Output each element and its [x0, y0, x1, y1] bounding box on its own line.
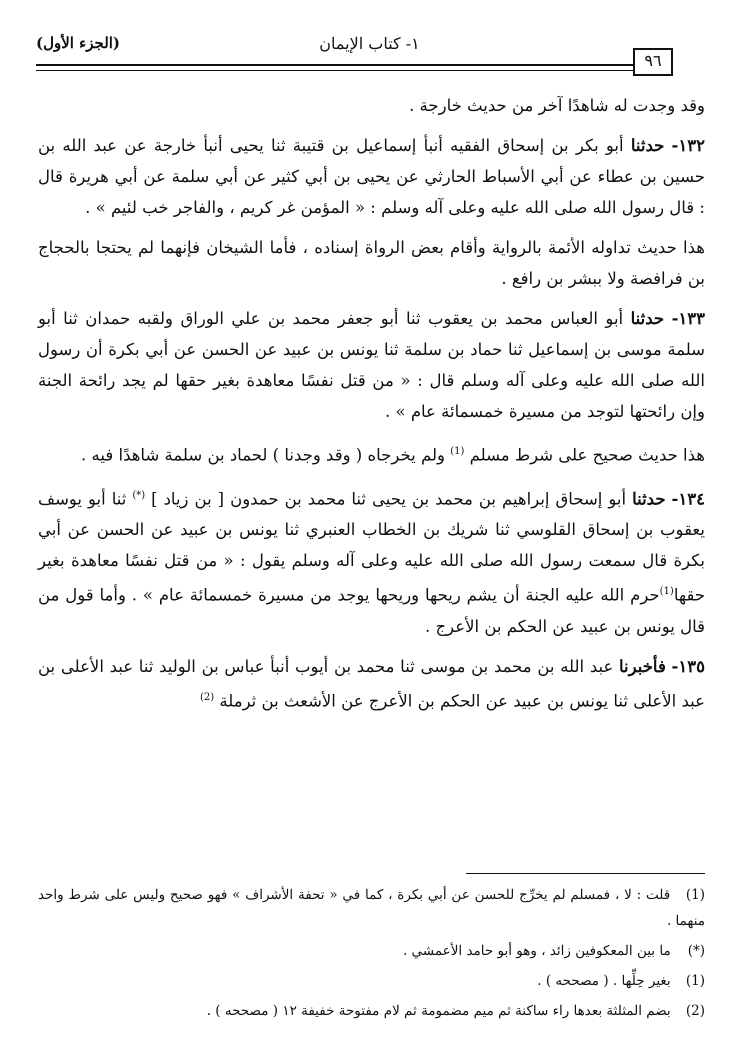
footnote	[38, 968, 705, 994]
hadith-133	[38, 303, 705, 427]
footnote-mark: (2)	[685, 1003, 705, 1019]
footnote-text: بغير حِلِّها . ( مصححه ) .	[537, 973, 671, 989]
hadith-number: ١٣٤-	[671, 489, 705, 508]
footnote-text: قلت : لا ، فمسلم لم يخرِّج للحسن عن أبي بكرة ، كما في « تحفة الأشراف » فهو صحيح وليس على شرط واحد منهما .	[38, 887, 705, 929]
hadith-number: ١٣٥-	[671, 656, 705, 676]
footnote-mark: (*)	[687, 943, 705, 959]
footnote-text: بضم المثلثة بعدها راء ساكنة ثم ميم مضمومة ثم لام مفتوحة خفيفة ١٢ ( مصححه ) .	[206, 1003, 671, 1019]
footnote-mark: (1)	[685, 887, 706, 903]
hadith-text: ثنا أبو يوسف يعقوب بن إسحاق القلوسي ثنا شريك بن الخطاب العنبري ثنا يونس بن عبيد عن الحسن عن أبي بكرة قال سمعت رسول الله صلى الله عليه وعلى آله وسلم يقول : « من قتل نفسًا معاهدة بغير حقها	[38, 489, 705, 605]
hadith-lead: حدثنا	[630, 136, 665, 155]
hadith-lead: فأخبرنا	[619, 656, 666, 676]
hadith-number: ١٣٣-	[671, 309, 706, 328]
hadith-lead: حدثنا	[632, 489, 666, 508]
footnote-ref: (*)	[132, 489, 146, 501]
footnote	[38, 938, 705, 964]
footnote	[38, 882, 705, 934]
footnote	[38, 998, 705, 1024]
hadith-lead: حدثنا	[630, 309, 665, 328]
page-number: ٩٦	[633, 48, 673, 76]
footnote-rule	[466, 873, 705, 874]
footnote-ref: (1)	[450, 446, 465, 457]
commentary-133	[38, 436, 705, 471]
header-rule	[36, 64, 635, 66]
hadith-number: ١٣٢-	[671, 136, 705, 155]
hadith-text: عبد الله بن محمد بن موسى ثنا محمد بن أيوب أنبأ عباس بن الوليد ثنا عبد الأعلى بن عبد الأعلى ثنا يونس بن عبيد عن الحكم بن الأعرج عن الأشعث بن ثرملة	[38, 656, 705, 710]
header-rule-thin	[36, 70, 635, 71]
hadith-text: أبو بكر بن إسحاق الفقيه أنبأ إسماعيل بن قتيبة ثنا يحيى أنبأ خارجة عن عبد الله بن حسين بن عطاء عن أبي الأسباط الحارثي عن يحيى بن أبي كثير عن أبي سلمة عن أبي هريرة قال : قال رسول الله صلى الله عليه وعلى آله وسلم : « المؤمن غر كريم ، والفاجر خب لئيم » .	[38, 136, 705, 217]
hadith-134	[38, 480, 705, 642]
footnote-text: ما بين المعكوفين زائد ، وهو أبو حامد الأعمشي .	[402, 943, 671, 959]
footnote-ref: (2)	[199, 691, 215, 703]
hadith-text: حرم الله عليه الجنة أن يشم ريحها وريحها يوجد من مسيرة خمسمائة عام » . وأما قول من قال يونس بن عبيد عن الحكم بن الأعرج .	[38, 585, 705, 636]
hadith-135	[38, 651, 705, 717]
footnote-mark: (1)	[685, 973, 705, 989]
commentary-text: هذا حديث صحيح على شرط مسلم	[469, 445, 705, 465]
running-header	[36, 34, 703, 64]
commentary-132: هذا حديث تداوله الأئمة بالرواية وأقام بعض الرواة إسناده ، فأما الشيخان فإنهما لم يحتجا بالحجاج بن فرافصة ولا ببشر بن رافع .	[38, 238, 705, 288]
hadith-text: أبو إسحاق إبراهيم بن محمد بن يحيى ثنا محمد بن حمدون [ بن زياد ]	[151, 489, 627, 508]
volume-label: (الجزء الأول)	[36, 34, 121, 52]
paragraph: وقد وجدت له شاهدًا آخر من حديث خارجة .	[409, 96, 705, 115]
commentary-text: ولم يخرجاه ( وقد وجدنا ) لحماد بن سلمة شاهدًا فيه .	[81, 445, 445, 465]
footnotes	[38, 882, 705, 1028]
main-text	[38, 90, 705, 725]
footnote-ref: (1)	[659, 586, 674, 597]
hadith-text: أبو العباس محمد بن يعقوب ثنا أبو جعفر محمد بن علي الوراق ولقبه حمدان ثنا أبو سلمة موسى بن إسماعيل ثنا حماد بن سلمة ثنا يونس بن عبيد عن الحسن عن أبي بكرة أن رسول الله صلى الله عليه وعلى آله وسلم قال : « من قتل نفسًا معاهدة بغير حقها لم يجد رائحة الجنة وإن رائحتها لتوجد من مسيرة خمسمائة عام » .	[38, 309, 705, 421]
hadith-132	[38, 130, 705, 223]
book-title: ١- كتاب الإيمان	[319, 34, 420, 53]
